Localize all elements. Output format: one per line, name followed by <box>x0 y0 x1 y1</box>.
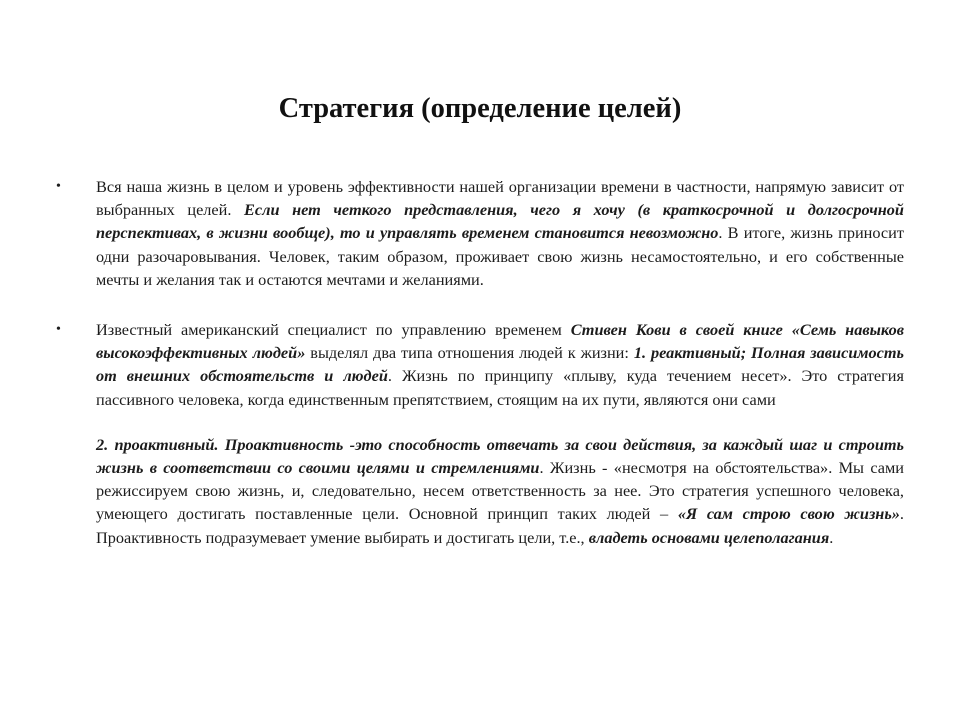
bullet-icon: • <box>56 322 61 338</box>
emphasis-text: владеть основами целеполагания <box>588 527 830 547</box>
bullet-item-goals <box>56 175 904 291</box>
emphasis-text: Стивен Кови в своей книге «Семь навыков высокоэффективных людей» <box>96 320 904 363</box>
emphasis-text: 2. проактивный. Проактивность -это способность отвечать за свои действия, за каждый шаг и строить жизнь в соответствии со своими целями и стремлениями <box>96 434 904 478</box>
bullet-list <box>56 175 904 549</box>
body-text: . В итоге, жизнь приносит одни разочаровывания. Человек, таким образом, проживает свою жизнь несамостоятельно, и его собственные мечты и желания так и остаются мечтами и желаниями. <box>96 223 904 289</box>
bullet-paragraph <box>96 175 904 291</box>
bullet-paragraph <box>96 318 904 411</box>
bullet-icon: • <box>56 179 61 194</box>
body-text: Известный американский специалист по управлению временем <box>96 320 571 340</box>
bullet-paragraph-proactive <box>96 433 904 549</box>
body-text: . Проактивность подразумевает умение выбирать и достигать цели, т.е., <box>96 504 904 547</box>
body-text: . Жизнь - «несмотря на обстоятельства». Мы сами режиссируем свою жизнь, и, следовательно, несем ответственность за нее. Это стратегия успешного человека, умеющего достигать поставленные цели. Основной принцип таких людей – <box>96 458 904 524</box>
body-text: выделял два типа отношения людей к жизни: <box>305 343 634 363</box>
emphasis-text: «Я сам строю свою жизнь» <box>677 504 900 524</box>
slide-title: Стратегия (определение целей) <box>278 93 682 125</box>
body-text: Вся наша жизнь в целом и уровень эффективности нашей организации времени в частности, напрямую зависит от выбранных целей. <box>96 177 904 220</box>
bullet-item-covey <box>56 318 904 549</box>
body-text: . Жизнь по принципу «плыву, куда течением несет». Это стратегия пассивного человека, когда единственным препятствием, стоящим на их пути, являются они сами <box>96 366 904 409</box>
body-text: . <box>829 527 834 547</box>
emphasis-text: 1. реактивный; Полная зависимость от внешних обстоятельств и людей <box>96 343 905 386</box>
emphasis-text: Если нет четкого представления, чего я хочу (в краткосрочной и долгосрочной перспективах, в жизни вообще), то и управлять временем становится невозможно <box>96 200 904 243</box>
